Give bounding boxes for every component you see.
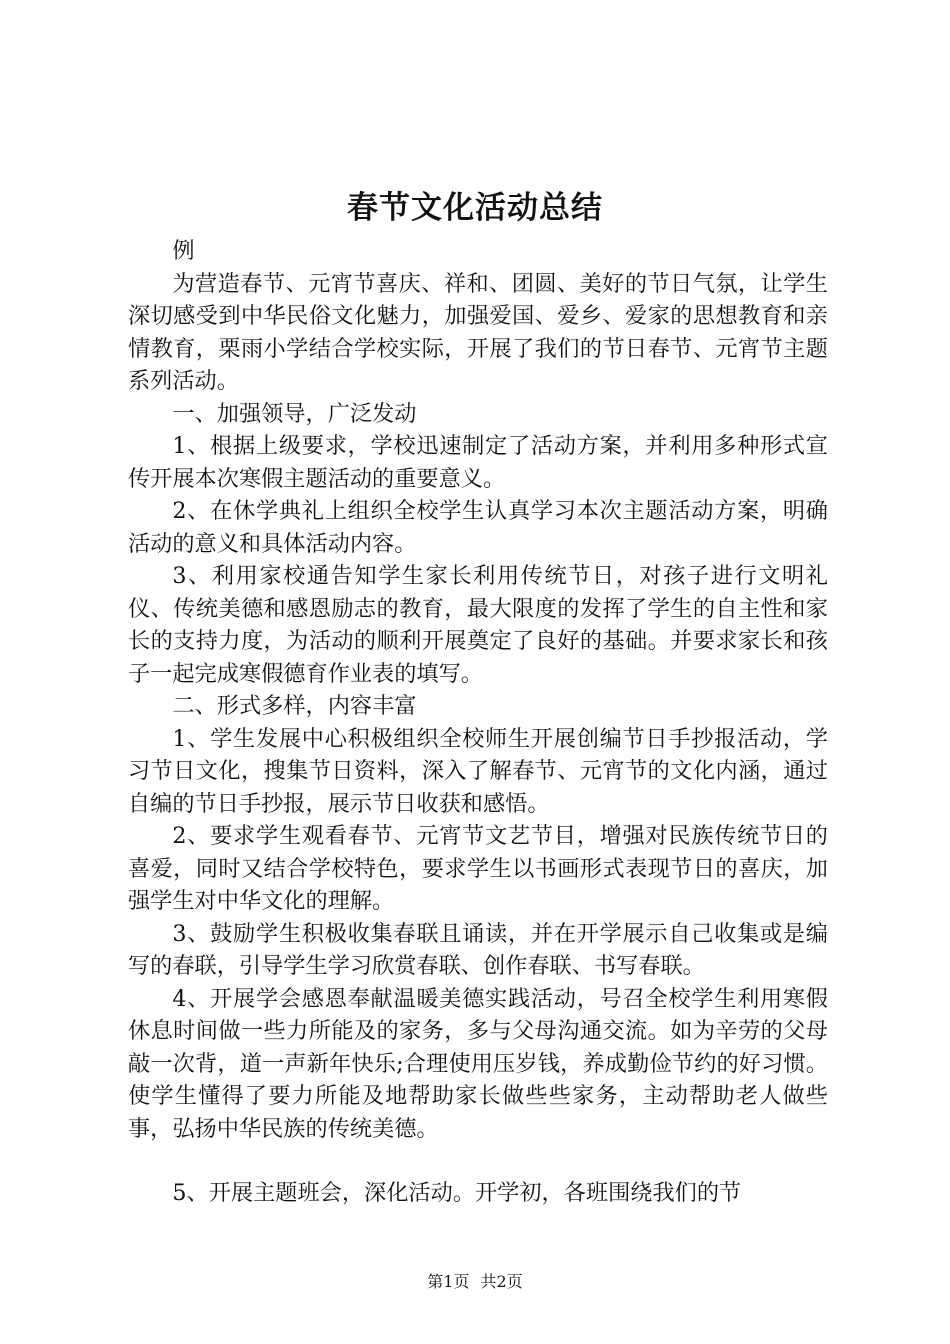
paragraph-2-5: 5、开展主题班会，深化活动。开学初，各班围绕我们的节 — [172, 1180, 742, 1206]
paragraph-1-3: 3、利用家校通告知学生家长利用传统节日，对孩子进行文明礼仪、传统美德和感恩励志的教育，最大限度的发挥了学生的自主性和家长的支持力度，为活动的顺利开展奠定了良好的基础。并要求家长和孩子一起完成寒假德育作业表的填写。 — [128, 563, 828, 687]
paragraph-intro: 为营造春节、元宵节喜庆、祥和、团圆、美好的节日气氛，让学生深切感受到中华民俗文化魅力，加强爱国、爱乡、爱家的思想教育和亲情教育，栗雨小学结合学校实际，开展了我们的节日春节、元宵节主题系列活动。 — [128, 270, 828, 394]
paragraph-2-1: 1、学生发展中心积极组织全校师生开展创编节日手抄报活动，学习节日文化，搜集节日资料，深入了解春节、元宵节的文化内涵，通过自编的节日手抄报，展示节日收获和感悟。 — [128, 725, 828, 817]
paragraph-1-2: 2、在休学典礼上组织全校学生认真学习本次主题活动方案，明确活动的意义和具体活动内容。 — [128, 498, 828, 557]
page-footer: 第1页 共2页 — [427, 1272, 523, 1291]
paragraph-1-1: 1、根据上级要求，学校迅速制定了活动方案，并利用多种形式宣传开展本次寒假主题活动的重要意义。 — [128, 433, 828, 492]
paragraph-intro-label: 例 — [172, 238, 195, 264]
paragraph-2-4: 4、开展学会感恩奉献温暖美德实践活动，号召全校学生利用寒假休息时间做一些力所能及的家务，多与父母沟通交流。如为辛劳的父母敲一次背，道一声新年快乐;合理使用压岁钱，养成勤俭节约的好习惯。使学生懂得了要力所能及地帮助家长做些些家务，主动帮助老人做些事，弘扬中华民族的传统美德。 — [128, 985, 828, 1142]
document-title: 春节文化活动总结 — [347, 190, 603, 226]
document-body — [128, 235, 828, 1210]
paragraph-2-2: 2、要求学生观看春节、元宵节文艺节目，增强对民族传统节日的喜爱，同时又结合学校特色，要求学生以书画形式表现节日的喜庆，加强学生对中华文化的理解。 — [128, 823, 828, 914]
paragraph-2-3: 3、鼓励学生积极收集春联且诵读，并在开学展示自己收集或是编写的春联，引导学生学习欣赏春联、创作春联、书写春联。 — [128, 920, 828, 979]
section-heading-2: 二、形式多样，内容丰富 — [172, 693, 417, 719]
section-heading-1: 一、加强领导，广泛发动 — [172, 400, 417, 427]
